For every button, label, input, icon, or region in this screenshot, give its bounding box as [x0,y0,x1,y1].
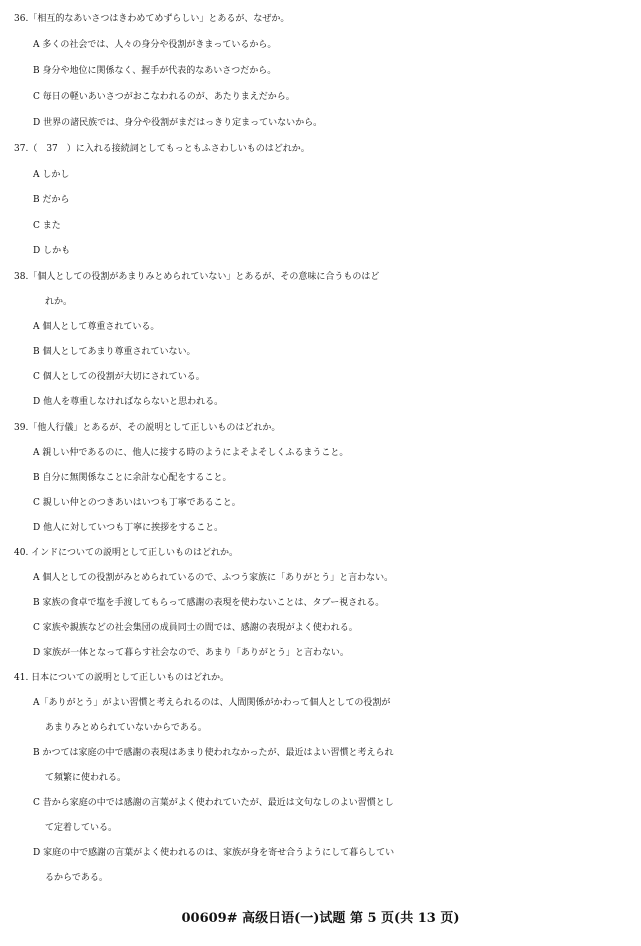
question-40-option-d: D 家族が一体となって暮らす社会なので、あまり「ありがとう」と言わない。 [33,648,349,658]
question-37-option-b: B だから [33,195,70,205]
question-41-option-a-continued: あまりみとめられていないからである。 [45,723,207,733]
question-37-option-d: D しかも [33,246,71,256]
question-36-option-b: B 身分や地位に関係なく、握手が代表的なあいさつだから。 [33,66,277,76]
question-40-option-b: B 家族の食卓で塩を手渡してもらって感謝の表現を使わないことは、タブー視される。 [33,598,385,608]
question-36-option-a: A 多くの社会では、人々の身分や役割がきまっているから。 [33,40,277,50]
question-40-option-a: A 個人としての役割がみとめられているので、ふつう家族に「ありがとう」と言わない。 [33,573,394,583]
question-37-option-a: A しかし [33,170,70,180]
question-41-option-d: D 家庭の中で感謝の言葉がよく使われるのは、家族が身を寄せ合うようにして暮らしてい [33,848,395,858]
question-41-stem: 41. 日本についての説明として正しいものはどれか。 [14,673,229,683]
question-36-option-d: D 世界の諸民族では、身分や役割がまだはっきり定まっていないから。 [33,118,323,128]
question-38-option-d: D 他人を尊重しなければならないと思われる。 [33,397,224,407]
question-38-option-b: B 個人としてあまり尊重されていない。 [33,347,196,357]
question-40-stem: 40. インドについての説明として正しいものはどれか。 [14,548,238,558]
question-37-stem: 37.（ 37 ）に入れる接続詞としてもっともふさわしいものはどれか。 [14,144,310,154]
question-38-option-a: A 個人として尊重されている。 [33,322,160,332]
question-41-option-d-continued: るからである。 [45,873,108,883]
question-39-option-a: A 親しい仲であるのに、他人に接する時のようによそよそしくふるまうこと。 [33,448,349,458]
question-36-stem: 36.「相互的なあいさつはきわめてめずらしい」とあるが、なぜか。 [14,14,290,24]
question-38-option-c: C 個人としての役割が大切にされている。 [33,372,205,382]
question-39-option-b: B 自分に無関係なことに余計な心配をすること。 [33,473,232,483]
question-39-option-c: C 親しい仲とのつきあいはいつも丁寧であること。 [33,498,241,508]
question-41-option-c-continued: て定着している。 [45,823,118,833]
question-41-option-a: A「ありがとう」がよい習慣と考えられるのは、人間関係がかわって個人としての役割が [33,698,391,708]
question-39-option-d: D 他人に対していつも丁寧に挨拶をすること。 [33,523,224,533]
question-40-option-c: C 家族や親族などの社会集団の成員同士の間では、感謝の表現がよく使われる。 [33,623,358,633]
question-38-stem-continued: れか。 [45,297,73,307]
question-38-stem: 38.「個人としての役割があまりみとめられていない」とあるが、その意味に合うものはど [14,272,380,282]
page-footer: 00609# 高级日语(一)试题 第 5 页(共 13 页) [181,911,460,926]
question-41-option-c: C 昔から家庭の中では感謝の言葉がよく使われていたが、最近は文句なしのよい習慣とし [33,798,394,808]
question-41-option-b: B かつては家庭の中で感謝の表現はあまり使われなかったが、最近はよい習慣と考えられ [33,748,394,758]
question-39-stem: 39.「他人行儀」とあるが、その説明として正しいものはどれか。 [14,423,281,433]
question-41-option-b-continued: て頻繁に使われる。 [45,773,127,783]
question-36-option-c: C 毎日の軽いあいさつがおこなわれるのが、あたりまえだから。 [33,92,295,102]
question-37-option-c: C また [33,221,61,231]
